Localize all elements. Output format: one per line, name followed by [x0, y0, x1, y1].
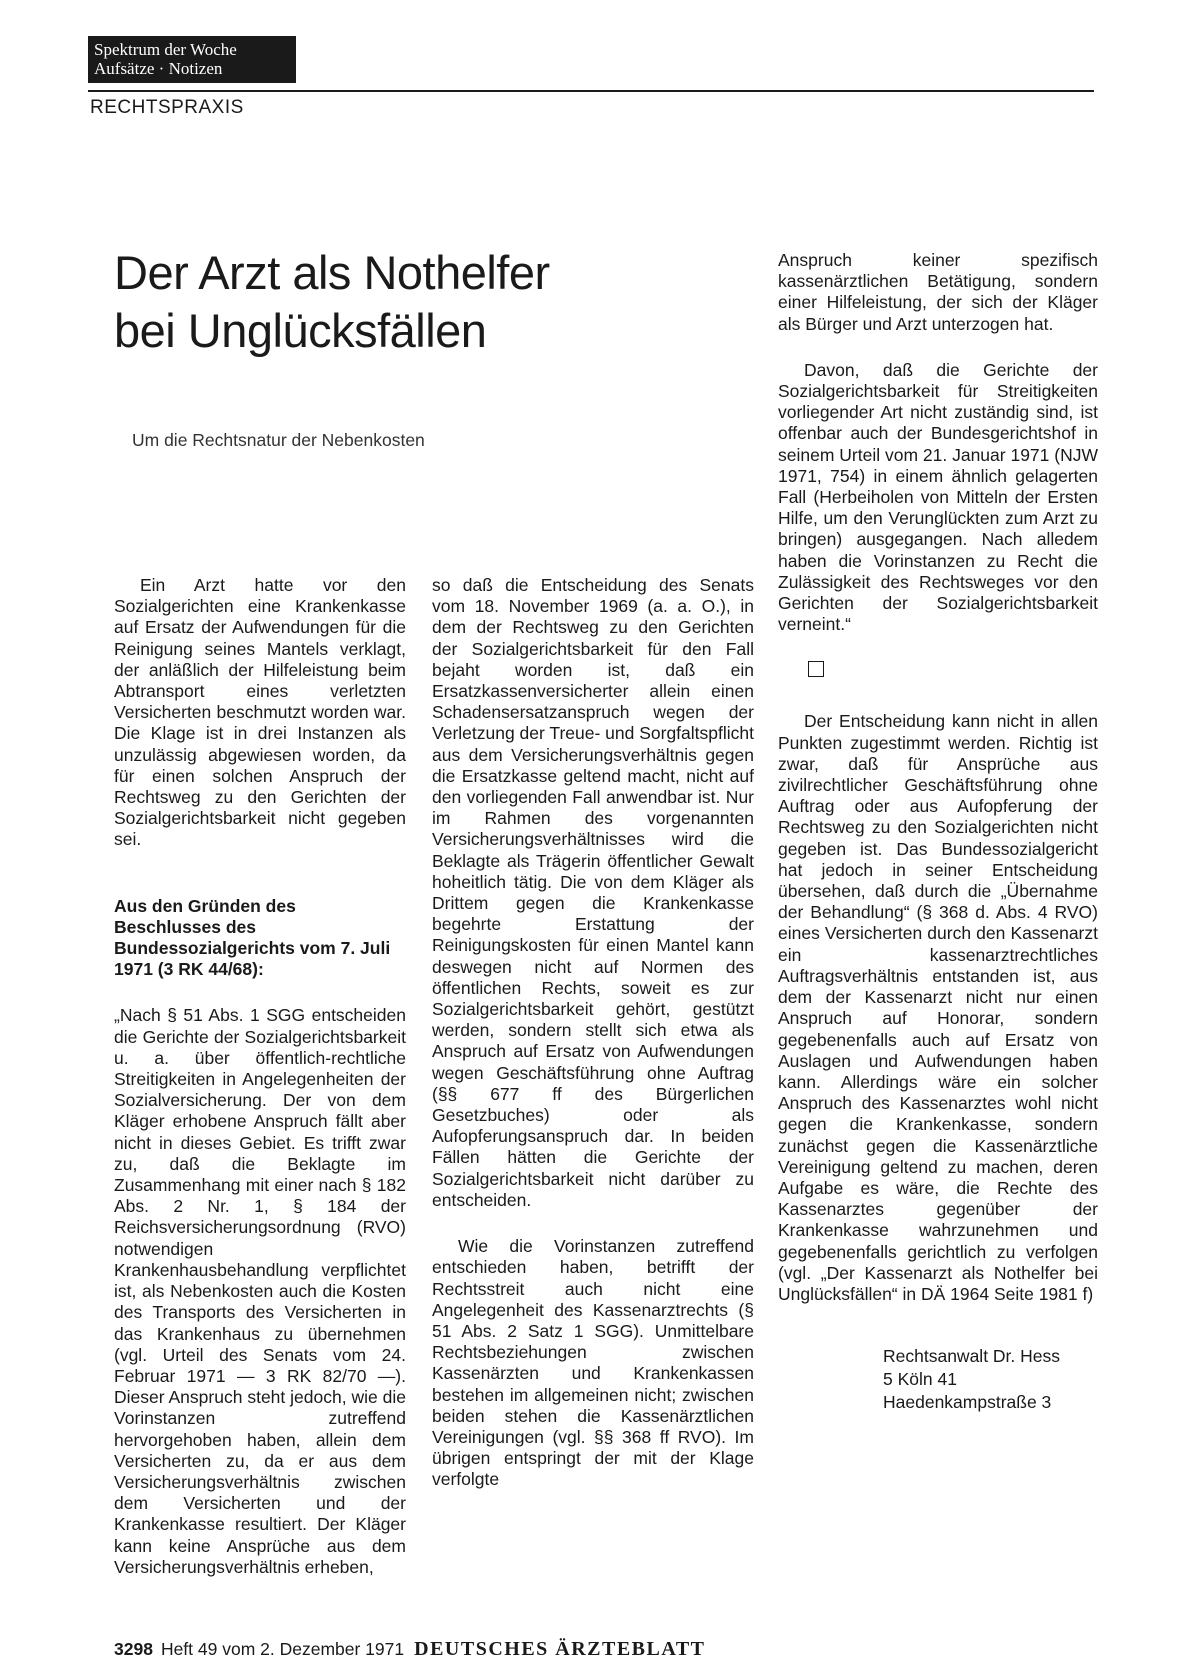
quote-paragraph-3: Wie die Vorinstanzen zutreffend entschieden haben, betrifft der Rechtsstreit auch nicht eine Angelegenheit des Kassenarztrechts (§ 51 Abs. 2 Satz 1 SGG). Unmittelbare Rechtsbeziehungen zwischen Kassenärzten und Krankenkassen bestehen im allgemeinen nicht; zwischen beiden stehen die Kassenärztlichen Vereinigungen (vgl. §§ 368 ff RVO). Im übrigen entspringt der mit der Klage verfolgte — [432, 1236, 754, 1490]
author-city: 5 Köln 41 — [883, 1369, 957, 1390]
column-2 — [432, 575, 754, 1491]
end-of-quote-box-icon — [808, 661, 824, 677]
author-street: Haedenkampstraße 3 — [883, 1392, 1052, 1413]
quote-paragraph-2: so daß die Entscheidung des Senats vom 18. November 1969 (a. a. O.), in dem der Rechtsweg zu den Gerichten der Sozialgerichtsbarkeit für den Fall bejaht worden ist, daß ein Ersatzkassenversicherter allein einen Schadensersatzanspruch wegen der Verletzung der Treue- und Sorgfaltspflicht aus dem Versicherungsverhältnis gegen die Ersatzkasse geltend macht, nicht auf den vorliegenden Fall anwendbar ist. Nur im Rahmen des vorgenannten Versicherungsverhältnisses wird die Beklagte als Trägerin öffentlicher Gewalt hoheitlich tätig. Die von dem Kläger als Drittem gegen die Krankenkasse begehrte Erstattung der Reinigungskosten für einen Mantel kann deswegen nicht auf Normen des öffentlichen Rechts, soweit es zur Sozialgerichtsbarkeit gehört, gestützt werden, sondern stellt sich etwa als Anspruch auf Ersatz von Aufwendungen wegen Geschäftsführung ohne Auftrag (§§ 677 ff des Bürgerlichen Gesetzbuches) oder als Aufopferungsanspruch dar. In beiden Fällen hätten die Gerichte der Sozialgerichtsbarkeit nicht darüber zu entscheiden. — [432, 575, 754, 1210]
kicker-line-2: Aufsätze · Notizen — [94, 59, 223, 78]
column-1 — [114, 575, 406, 1578]
page-footer — [114, 1638, 706, 1661]
quote-paragraph-5: Davon, daß die Gerichte der Sozialgerichtsbarkeit für Streitigkeiten vorliegender Art nicht zuständig sind, ist offenbar auch der Bundesgerichtshof in seinem Urteil vom 21. Januar 1971 (NJW 1971, 754) in einem ähnlich gelagerten Fall (Herbeiholen von Mitteln der Ersten Hilfe, um den Verunglückten zum Arzt zu bringen) ausgegangen. Nach alledem haben die Vorinstanzen zu Recht die Zulässigkeit des Rechtsweges vor den Gerichten der Sozialgerichtsbarkeit verneint.“ — [778, 359, 1098, 635]
article-title — [114, 244, 674, 360]
quote-paragraph-4: Anspruch keiner spezifisch kassenärztlichen Betätigung, sondern einer Hilfeleistung, der sich der Kläger als Bürger und Arzt unterzogen hat. — [778, 250, 1098, 334]
column-3 — [778, 250, 1098, 1414]
quote-paragraph-1: „Nach § 51 Abs. 1 SGG entscheiden die Gerichte der Sozialgerichtsbarkeit u. a. über öffentlich-rechtliche Streitigkeiten in Angelegenheiten der Sozialversicherung. Der von dem Kläger erhobene Anspruch fällt aber nicht in dieses Gebiet. Es trifft zwar zu, daß die Beklagte im Zusammenhang mit einer nach § 182 Abs. 2 Nr. 1, § 184 der Reichsversicherungsordnung (RVO) notwendigen Krankenhausbehandlung verpflichtet ist, als Nebenkosten auch die Kosten des Transports des Versicherten in das Krankenhaus zu übernehmen (vgl. Urteil des Senats vom 24. Februar 1971 — 3 RK 82/70 —). Dieser Anspruch steht jedoch, wie die Vorinstanzen zutreffend hervorgehoben haben, allein dem Versicherten zu, da er aus dem Versicherungsverhältnis zwischen dem Versicherten und der Krankenkasse resultiert. Der Kläger kann keine Ansprüche aus dem Versicherungsverhältnis erheben, — [114, 1005, 406, 1577]
section-kicker — [88, 36, 296, 83]
magazine-name: DEUTSCHES ÄRZTEBLATT — [414, 1638, 706, 1660]
article-subtitle: Um die Rechtsnatur der Nebenkosten — [132, 430, 425, 450]
intro-paragraph: Ein Arzt hatte vor den Sozialgerichten eine Krankenkasse auf Ersatz der Aufwendungen für die Reinigung seines Mantels verklagt, der anläßlich der Hilfeleistung beim Abtransport eines verletzten Versicherten beschmutzt worden war. Die Klage ist in drei Instanzen als unzulässig abgewiesen worden, da für einen solchen Anspruch der Rechtsweg zu den Gerichten der Sozialgerichtsbarkeit nicht gegeben sei. — [114, 575, 406, 850]
issue-info: Heft 49 vom 2. Dezember 1971 — [160, 1639, 405, 1659]
header-rule — [88, 90, 1094, 92]
kicker-line-1: Spektrum der Woche — [94, 40, 237, 59]
title-line-1: Der Arzt als Nothelfer — [114, 246, 550, 299]
author-name: Rechtsanwalt Dr. Hess — [883, 1346, 1061, 1367]
author-signature — [883, 1345, 1098, 1414]
title-line-2: bei Unglücksfällen — [114, 304, 487, 357]
commentary-paragraph: Der Entscheidung kann nicht in allen Punkten zugestimmt werden. Richtig ist zwar, daß für Ansprüche aus zivilrechtlicher Geschäftsführung ohne Auftrag oder aus Aufopferung der Rechtsweg zu den Sozialgerichten nicht gegeben ist. Das Bundessozialgericht hat jedoch in seiner Entscheidung übersehen, daß durch die „Übernahme der Behandlung“ (§ 368 d. Abs. 4 RVO) eines Versicherten durch den Kassenarzt ein kassenarztrechtliches Auftragsverhältnis entstanden ist, aus dem der Kassenarzt nicht nur einen Anspruch auf Honorar, sondern gegebenenfalls auch auf Ersatz von Auslagen und Aufwendungen haben kann. Allerdings wäre ein solcher Anspruch des Kassenarztes wohl nicht gegen die Krankenkasse, sondern zunächst gegen die Kassenärztliche Vereinigung geltend zu machen, deren Aufgabe es wäre, die Rechte des Kassenarztes gegenüber der Krankenkasse wahrzunehmen und gegebenenfalls gerichtlich zu verfolgen (vgl. „Der Kassenarzt als Nothelfer bei Unglücksfällen“ in DÄ 1964 Seite 1981 f) — [778, 711, 1098, 1304]
section-label: RECHTSPRAXIS — [90, 97, 244, 118]
page-number: 3298 — [114, 1639, 153, 1659]
decision-heading: Aus den Gründen des Beschlusses des Bundessozialgerichts vom 7. Juli 1971 (3 RK 44/68): — [114, 895, 391, 980]
